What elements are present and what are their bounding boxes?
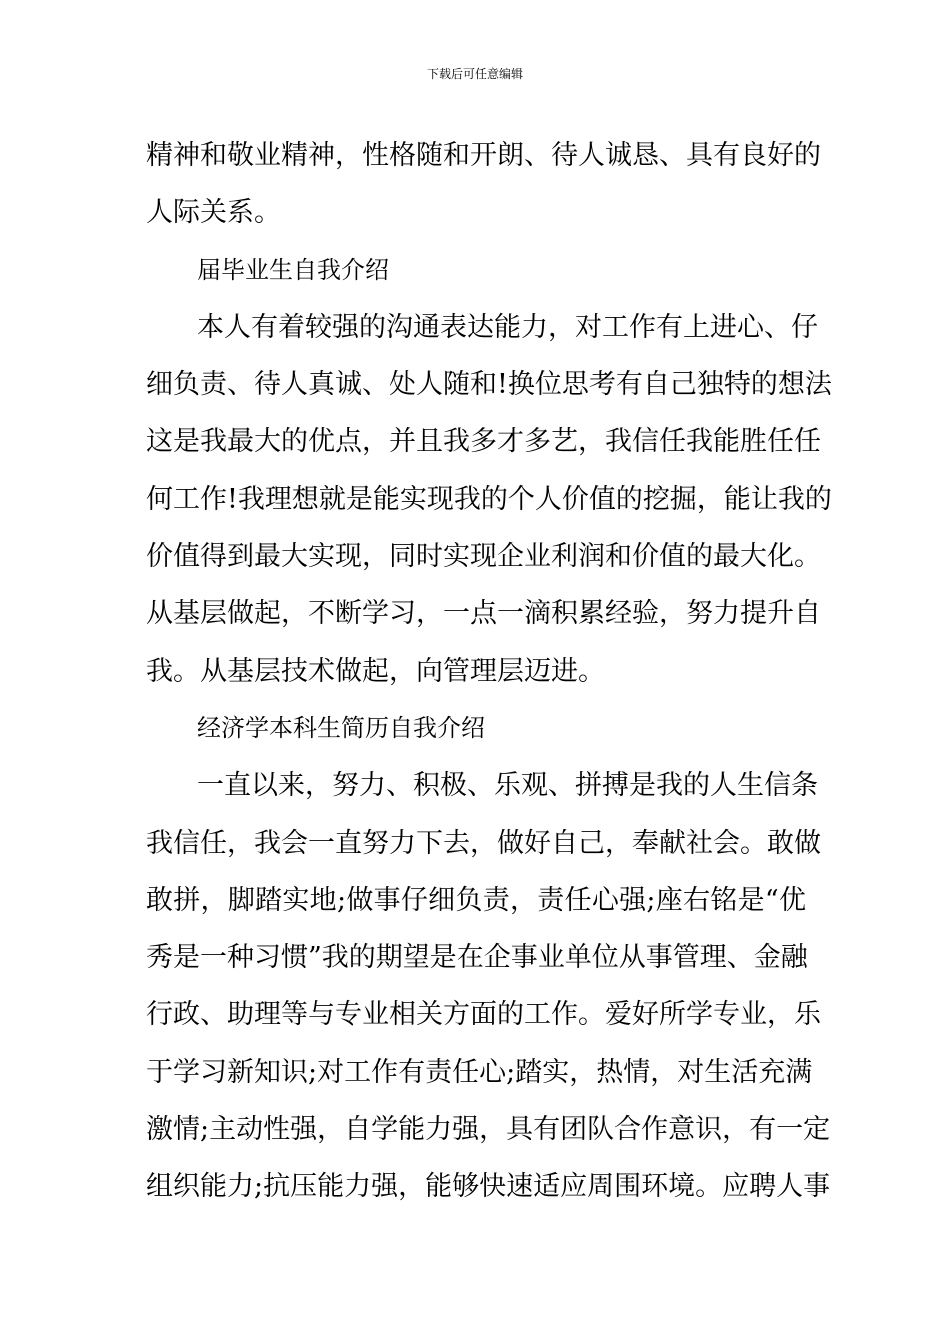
body-line: 人际关系。 [146, 197, 281, 229]
body-line: 组织能力;抗压能力强，能够快速适应周围环境。应聘人事 [146, 1171, 831, 1203]
body-line: 我信任，我会一直努力下去，做好自己，奉献社会。敢做 [146, 827, 821, 859]
body-line: 价值得到最大实现，同时实现企业利润和价值的最大化。 [146, 541, 821, 573]
body-line: 我。从基层技术做起，向管理层迈进。 [146, 655, 605, 687]
section-heading: 届毕业生自我介绍 [197, 255, 389, 284]
body-line: 激情;主动性强，自学能力强，具有团队合作意识，有一定 [146, 1114, 831, 1146]
document-body [146, 127, 832, 1216]
body-line: 于学习新知识;对工作有责任心;踏实，热情，对生活充满 [146, 1056, 813, 1088]
paragraph-first-line: 本人有着较强的沟通表达能力，对工作有上进心、仔 [197, 311, 818, 343]
body-line: 行政、助理等与专业相关方面的工作。爱好所学专业，乐 [146, 999, 821, 1031]
section-heading: 经济学本科生简历自我介绍 [197, 713, 485, 742]
body-line: 敢拼，脚踏实地;做事仔细负责，责任心强;座右铭是“优 [146, 884, 806, 916]
body-line: 细负责、待人真诚、处人随和!换位思考有自己独特的想法 [146, 369, 832, 401]
body-line: 何工作!我理想就是能实现我的个人价值的挖掘，能让我的 [146, 483, 832, 515]
page-header: 下载后可任意编辑 [426, 67, 523, 81]
body-line: 精神和敬业精神，性格随和开朗、待人诚恳、具有良好的 [146, 140, 821, 171]
body-line: 秀是一种习惯”我的期望是在企事业单位从事管理、金融 [146, 942, 808, 974]
body-line: 从基层做起，不断学习，一点一滴积累经验，努力提升自 [146, 598, 821, 630]
body-line: 这是我最大的优点，并且我多才多艺，我信任我能胜任任 [146, 426, 821, 458]
paragraph-first-line: 一直以来，努力、积极、乐观、拼搏是我的人生信条 [197, 770, 818, 802]
